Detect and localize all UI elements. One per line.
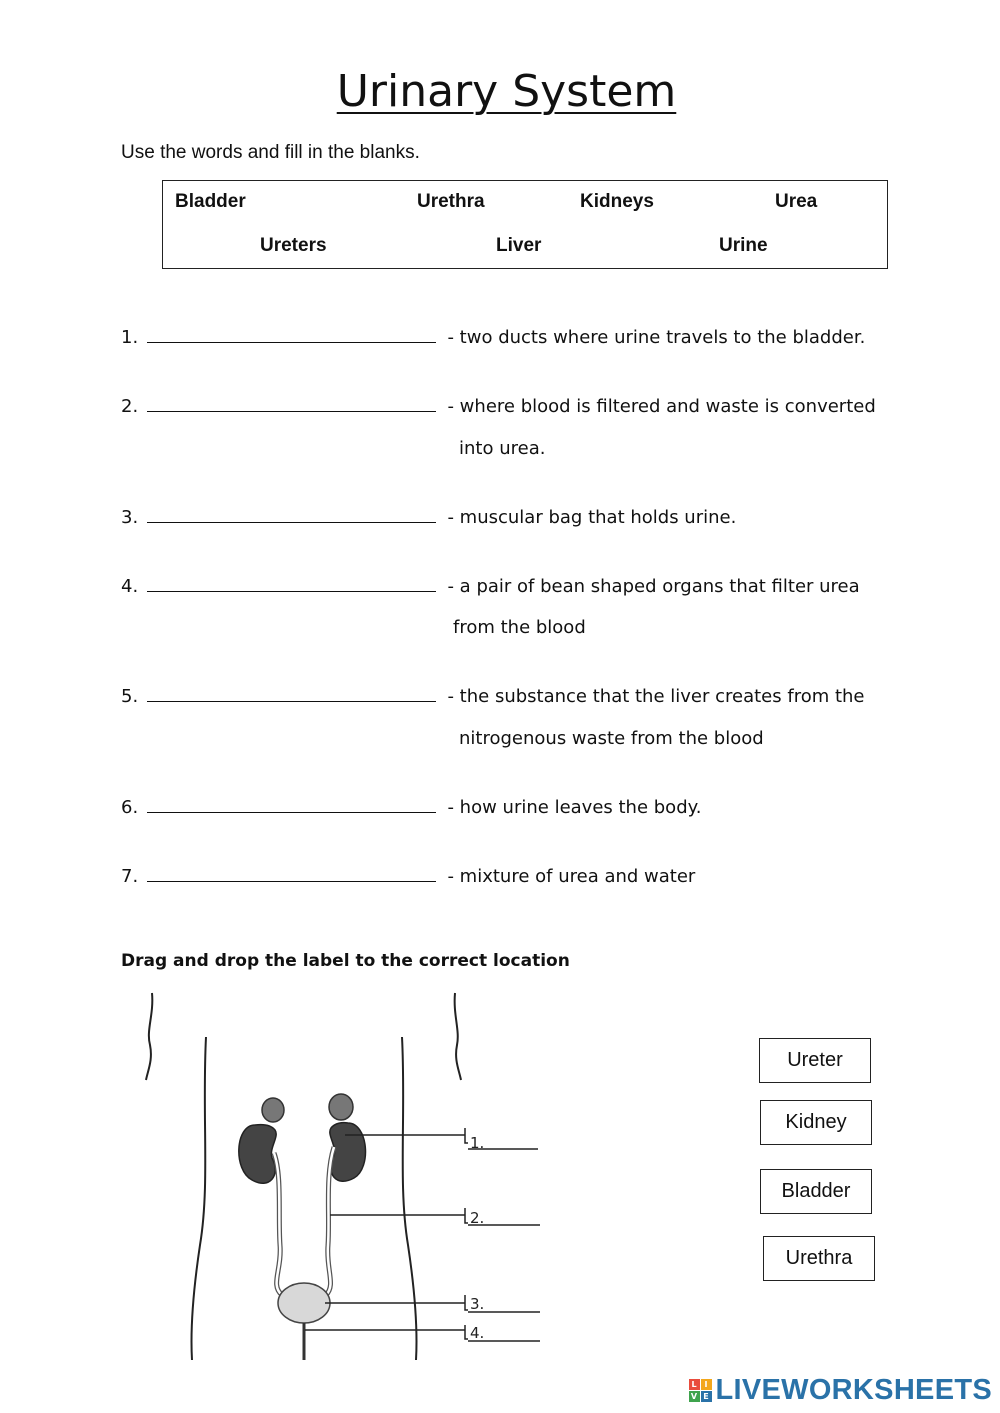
word-bank-item: Kidneys: [580, 191, 654, 212]
answer-blank[interactable]: [147, 410, 436, 412]
torso-outline-left: [146, 993, 152, 1080]
question-text: - two ducts where urine travels to the bladder.: [447, 327, 866, 348]
diagram-marker-4: 4.: [470, 1324, 485, 1342]
torso-outline-right: [455, 993, 461, 1080]
answer-blank[interactable]: [147, 341, 436, 343]
question-3: [121, 507, 736, 528]
bladder: [278, 1283, 330, 1323]
question-number: 6.: [121, 797, 139, 818]
body-outline-left: [191, 1037, 206, 1360]
brand-name: LIVEWORKSHEETS: [715, 1374, 992, 1406]
question-text: - the substance that the liver creates from the: [447, 686, 865, 707]
question-number: 2.: [121, 396, 139, 417]
question-5: [121, 686, 865, 707]
body-outline-right: [402, 1037, 417, 1360]
question-text: - mixture of urea and water: [447, 866, 696, 887]
question-4: [121, 576, 860, 597]
drag-label-ureter[interactable]: Ureter: [759, 1038, 871, 1083]
word-bank: [162, 180, 888, 269]
kidney-right: [330, 1123, 366, 1182]
question-2: [121, 396, 876, 417]
question-1: [121, 327, 865, 348]
word-bank-item: Liver: [496, 235, 542, 256]
drag-section-title: Drag and drop the label to the correct location: [121, 951, 570, 971]
liveworksheets-logo: [689, 1374, 993, 1407]
question-text-continued: from the blood: [453, 617, 586, 638]
question-number: 5.: [121, 686, 139, 707]
adrenal-gland-left: [262, 1098, 284, 1122]
question-text: - a pair of bean shaped organs that filter urea: [447, 576, 860, 597]
question-7: [121, 866, 695, 887]
question-text: - muscular bag that holds urine.: [447, 507, 737, 528]
question-text-continued: nitrogenous waste from the blood: [459, 728, 764, 749]
answer-blank[interactable]: [147, 700, 436, 702]
answer-blank[interactable]: [147, 521, 436, 523]
question-number: 7.: [121, 866, 139, 887]
page-title: Urinary System: [336, 66, 677, 117]
drag-label-urethra[interactable]: Urethra: [763, 1236, 875, 1281]
kidney-left: [239, 1125, 276, 1184]
adrenal-gland-right: [329, 1094, 353, 1120]
answer-blank[interactable]: [147, 811, 436, 813]
answer-blank[interactable]: [147, 880, 436, 882]
question-6: [121, 797, 701, 818]
urinary-system-diagram: [130, 985, 550, 1365]
question-number: 3.: [121, 507, 139, 528]
word-bank-item: Ureters: [260, 235, 327, 256]
word-bank-item: Bladder: [175, 191, 246, 212]
instructions: Use the words and fill in the blanks.: [121, 142, 420, 163]
question-number: 1.: [121, 327, 139, 348]
question-text-continued: into urea.: [459, 438, 546, 459]
drag-label-kidney[interactable]: Kidney: [760, 1100, 872, 1145]
word-bank-item: Urethra: [417, 191, 485, 212]
answer-blank[interactable]: [147, 590, 436, 592]
word-bank-item: Urine: [719, 235, 768, 256]
diagram-marker-1: 1.: [470, 1134, 485, 1152]
logo-blocks-icon: L I V E: [689, 1379, 712, 1402]
word-bank-item: Urea: [775, 191, 818, 212]
diagram-marker-3: 3.: [470, 1295, 485, 1313]
drag-label-bladder[interactable]: Bladder: [760, 1169, 872, 1214]
question-text: - how urine leaves the body.: [447, 797, 702, 818]
question-number: 4.: [121, 576, 139, 597]
diagram-marker-2: 2.: [470, 1209, 485, 1227]
question-text: - where blood is filtered and waste is converted: [447, 396, 876, 417]
